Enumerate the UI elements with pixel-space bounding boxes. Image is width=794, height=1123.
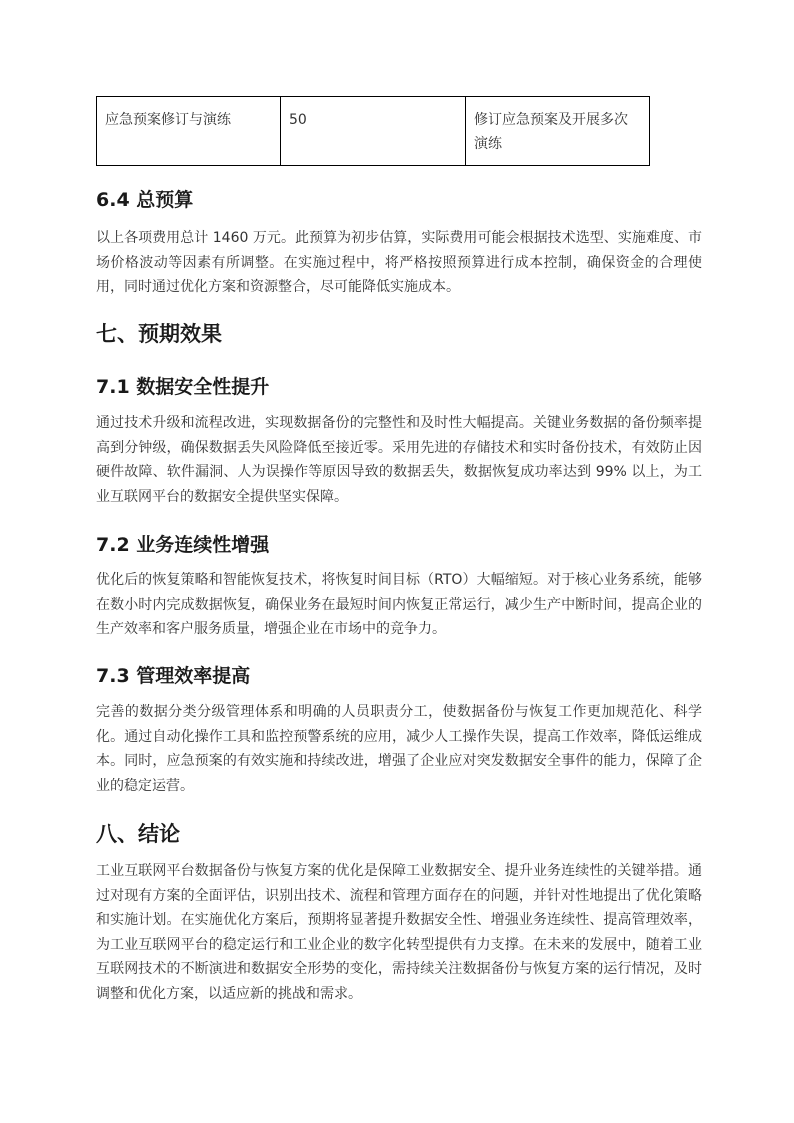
- chapter-heading-8: 八、结论: [96, 822, 180, 846]
- table-cell-item: 应急预案修订与演练: [97, 97, 281, 166]
- section-heading-7-3: 7.3 管理效率提高: [96, 665, 251, 687]
- table-cell-note: 修订应急预案及开展多次演练: [466, 97, 650, 166]
- section-body-7-2: 优化后的恢复策略和智能恢复技术，将恢复时间目标（RTO）大幅缩短。对于核心业务系统，能够在数小时内完成数据恢复，确保业务在最短时间内恢复正常运行，减少生产中断时间，提高企业的生产效率和客户服务质量，增强企业在市场中的竞争力。: [96, 572, 702, 637]
- section-body-7-3: 完善的数据分类分级管理体系和明确的人员职责分工，使数据备份与恢复工作更加规范化、科学化。通过自动化操作工具和监控预警系统的应用，减少人工操作失误，提高工作效率，降低运维成本。同时，应急预案的有效实施和持续改进，增强了企业应对突发数据安全事件的能力，保障了企业的稳定运营。: [96, 704, 702, 794]
- section-body-6-4: 以上各项费用总计 1460 万元。此预算为初步估算，实际费用可能会根据技术选型、实施难度、市场价格波动等因素有所调整。在实施过程中，将严格按照预算进行成本控制，确保资金的合理使用，同时通过优化方案和资源整合，尽可能降低实施成本。: [96, 230, 702, 295]
- section-body-7-1: 通过技术升级和流程改进，实现数据备份的完整性和及时性大幅提高。关键业务数据的备份频率提高到分钟级，确保数据丢失风险降低至接近零。采用先进的存储技术和实时备份技术，有效防止因硬件故障、软件漏洞、人为误操作等原因导致的数据丢失，数据恢复成功率达到 99% 以上，为工业互联网平台的数据安全提供坚实保障。: [96, 415, 702, 505]
- table-row: [97, 97, 650, 166]
- chapter-heading-7: 七、预期效果: [96, 322, 222, 346]
- section-body-8: 工业互联网平台数据备份与恢复方案的优化是保障工业数据安全、提升业务连续性的关键举措。通过对现有方案的全面评估，识别出技术、流程和管理方面存在的问题，并针对性地提出了优化策略和实施计划。在实施优化方案后，预期将显著提升数据安全性、增强业务连续性、提高管理效率，为工业互联网平台的稳定运行和工业企业的数字化转型提供有力支撑。在未来的发展中，随着工业互联网技术的不断演进和数据安全形势的变化，需持续关注数据备份与恢复方案的运行情况，及时调整和优化方案，以适应新的挑战和需求。: [96, 863, 702, 1002]
- budget-table: [96, 96, 650, 166]
- section-heading-7-2: 7.2 业务连续性增强: [96, 534, 270, 556]
- section-heading-6-4: 6.4 总预算: [96, 189, 194, 211]
- table-cell-amount: 50: [281, 97, 466, 166]
- section-heading-7-1: 7.1 数据安全性提升: [96, 376, 270, 398]
